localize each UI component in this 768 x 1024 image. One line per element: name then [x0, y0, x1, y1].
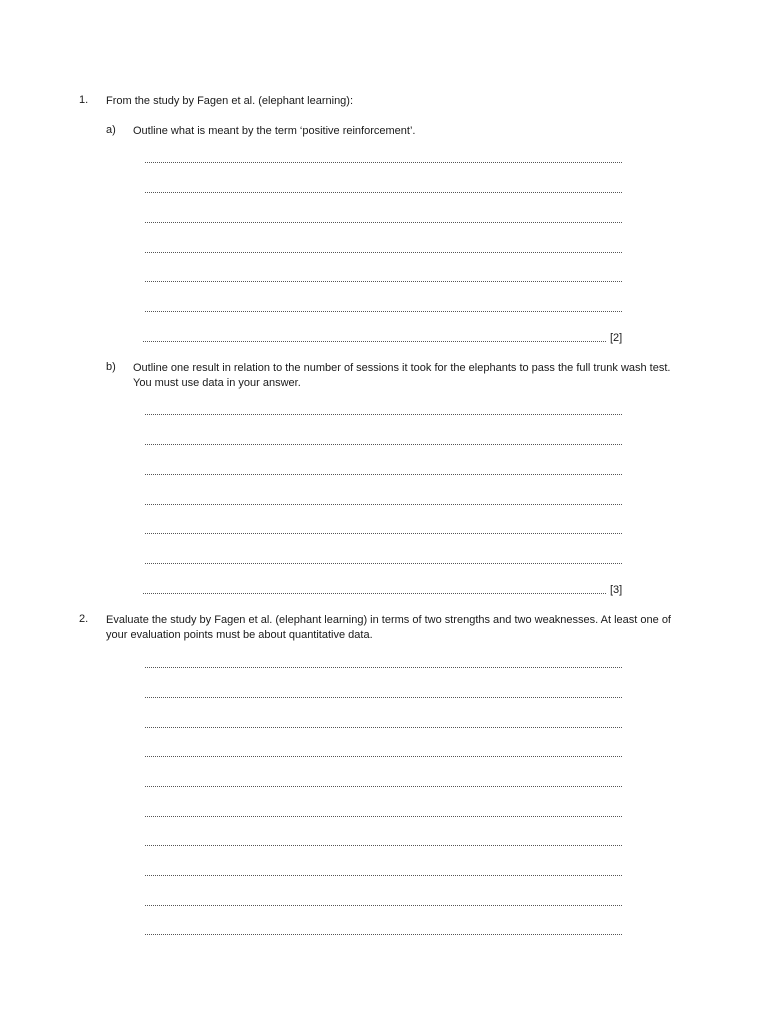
question-2-number: 2. — [79, 613, 89, 625]
answer-line[interactable] — [145, 222, 622, 223]
question-1b-label: b) — [106, 361, 116, 373]
answer-line[interactable] — [145, 533, 622, 534]
answer-line[interactable] — [145, 845, 622, 846]
question-1a-label: a) — [106, 124, 116, 136]
answer-line[interactable] — [145, 756, 622, 757]
answer-line[interactable] — [145, 667, 622, 668]
question-1a-text: Outline what is meant by the term ‘positive reinforcement’. — [133, 125, 416, 137]
question-1a-marks: [2] — [610, 332, 623, 344]
answer-line[interactable] — [145, 816, 622, 817]
answer-line[interactable] — [145, 311, 622, 312]
answer-line[interactable] — [145, 252, 622, 253]
answer-line[interactable] — [145, 444, 622, 445]
answer-line[interactable] — [143, 593, 606, 594]
answer-line[interactable] — [145, 905, 622, 906]
answer-line[interactable] — [145, 414, 622, 415]
answer-line[interactable] — [145, 192, 622, 193]
answer-line[interactable] — [145, 563, 622, 564]
answer-line[interactable] — [145, 934, 622, 935]
answer-line[interactable] — [143, 341, 606, 342]
answer-line[interactable] — [145, 162, 622, 163]
question-1b-text: Outline one result in relation to the number of sessions it took for the elephants to pass the full trunk wash test. You must use data in your answer. — [133, 362, 671, 389]
answer-line[interactable] — [145, 727, 622, 728]
question-1-text: From the study by Fagen et al. (elephant learning): — [106, 95, 354, 107]
answer-line[interactable] — [145, 281, 622, 282]
answer-line[interactable] — [145, 786, 622, 787]
question-1b-marks: [3] — [610, 584, 623, 596]
answer-line[interactable] — [145, 474, 622, 475]
answer-line[interactable] — [145, 504, 622, 505]
answer-line[interactable] — [145, 697, 622, 698]
question-2-text: Evaluate the study by Fagen et al. (elephant learning) in terms of two strengths and two weaknesses. At least one of your evaluation points must be about quantitative data. — [106, 614, 671, 641]
answer-line[interactable] — [145, 875, 622, 876]
question-1-number: 1. — [79, 94, 89, 106]
